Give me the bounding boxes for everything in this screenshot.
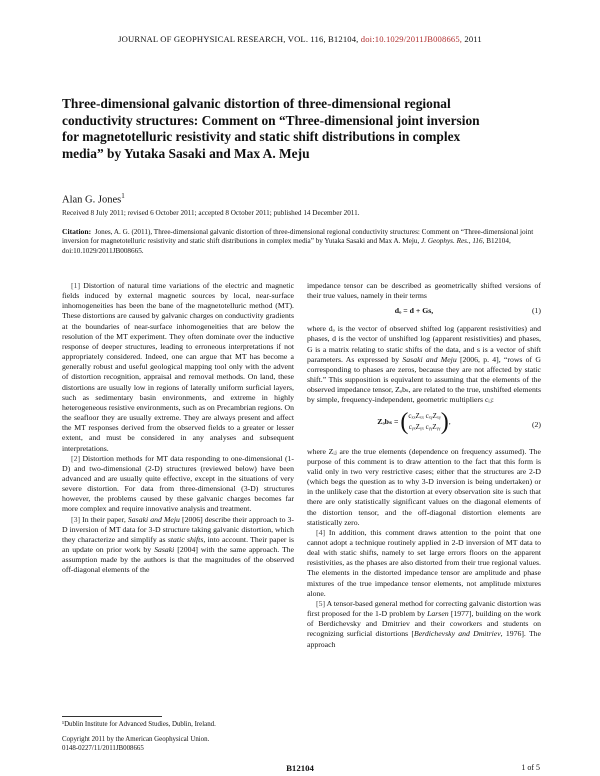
footnote-divider (62, 716, 162, 717)
citation-journal: J. Geophys. Res., 116, (421, 237, 485, 246)
matrix (408, 411, 440, 433)
reference-link[interactable]: Berdichevsky and Dmitriev (413, 629, 501, 639)
issn-line: 0148-0227/11/2011JB008665 (62, 744, 144, 752)
paragraph-number: [1] (71, 281, 81, 290)
citation-label: Citation: (62, 227, 92, 236)
reference-link[interactable]: Sasaki and Meju (127, 514, 180, 524)
paragraph-text: In their paper, (82, 514, 126, 524)
journal-name: JOURNAL OF GEOPHYSICAL RESEARCH, VOL. 116, B12104, (118, 34, 359, 44)
equation-number: (1) (531, 306, 541, 316)
citation-text: Jones, A. G. (2011), Three-dimensional galvanic distortion of three-dimensional regional conductivity structures: Comment on “Three-dimensional joint inversion for magnetotelluric resistivity and static shift distributions in complex media” by Yutaka Sasaki and Max A. Meju, (62, 228, 534, 246)
article-code: B12104 (286, 763, 314, 773)
matrix-right-paren: ) (440, 408, 449, 435)
paragraph-number: [5] (316, 598, 326, 608)
paragraph-text: A tensor-based general method for correcting galvanic distortion was first proposed for the 1-D problem by (307, 598, 541, 619)
emphasis: static shifts, (167, 534, 206, 544)
reference-link[interactable]: Larsen (427, 609, 449, 619)
citation-doi: B12104, doi:10.1029/2011JB008665. (62, 237, 511, 255)
equation-1 (307, 306, 541, 319)
paragraph-5 (307, 599, 541, 650)
paragraph-text: Distortion methods for MT data responding to one-dimensional (1-D) and two-dimensional (2-D) structures (reviewed below) have been advanced and are usually quite effective, except in the situations of very severe distortion. For data from three-dimensional (3-D) structures however, the problems caused by these galvanic charges becomes far more complex and require innovative analysis and treatment. (62, 453, 294, 514)
paragraph-text: into account. Their paper is an update on prior work by (62, 534, 295, 555)
paragraph-text: [2004] with the same approach. The assumption made by the authors is that the magnitudes of the observed off-diagonal elements of the (62, 545, 294, 575)
paragraph-text: [2006, p. 4], “rows of G corresponding to phases are zeros, because they are not affected by static shift.” This supposition is equivalent to assuming that the elements of the observed impedance tensor, Zₒbₛ, are related to the true, unshifted elements by simple, frequency-independent, geometric multipliers cᵢⱼ: (307, 354, 541, 405)
equation-lhs: Zₒbₛ = (377, 416, 399, 426)
article-dates: Received 8 July 2011; revised 6 October 2011; accepted 8 October 2011; published 14 December 2011. (62, 209, 360, 217)
copyright-block (62, 736, 209, 753)
paragraph-3-continued: impedance tensor can be described as geometrically shifted versions of their true values, namely in their terms (307, 281, 541, 301)
journal-header (0, 34, 600, 44)
reference-link[interactable]: Sasaki and Meju (402, 354, 457, 364)
left-column (62, 281, 294, 576)
citation-block (62, 227, 540, 256)
paragraph-text: [2006] describe their approach to 3-D inversion of MT data for 3-D structure taking galvanic distortion, which they characterize and simplify as (62, 514, 295, 544)
paragraph-3 (62, 515, 294, 576)
paragraph-number: [2] (71, 453, 81, 463)
right-column (307, 281, 541, 650)
equation-body: dₒ = d + Gs, (394, 306, 434, 316)
paragraph-text: where dₒ is the vector of observed shifted log (apparent resistivities) and phases, d is the vector of unshifted log (apparent resistivities) and phases, G is a matrix relating to static shifts of the data, and s is a vector of shift parameters. As expressed by (307, 324, 541, 364)
paragraph-number: [4] (316, 527, 326, 537)
reference-link[interactable]: Sasaki (154, 545, 175, 555)
paragraph-text: , 1976]. The approach (307, 629, 541, 649)
matrix-row: cᵧₓZᵧₓ cᵧᵧZᵧᵧ (408, 422, 441, 431)
page-number: 1 of 5 (521, 763, 540, 772)
paragraph-4 (307, 528, 541, 599)
author-line (62, 192, 125, 206)
matrix-row: cₓₓZₓₓ cₓᵧZₓᵧ (408, 411, 441, 420)
equation-body: Zₒbₛ = (cₓₓZₓₓ cₓᵧZₓᵧ cᵧₓZᵧₓ cᵧᵧZᵧᵧ), (377, 408, 451, 435)
paragraph-2 (62, 454, 294, 515)
author-name: Alan G. Jones (62, 194, 122, 206)
paragraph-3-after-eq2: where Zᵢⱼ are the true elements (dependence on frequency assumed). The purpose of this comment is to draw attention to the fact that this form is valid only in two very restrictive cases; either that the structures are 2-D (which begs the question as to why 3-D inversion is being undertaken) or in the unlikely case that the distortion at every observation site is such that there are only statistically significant values on the diagonal elements of the distortion tensor, and the off-diagonal distortion elements are statistically zero. (307, 446, 541, 527)
paragraph-1 (62, 281, 294, 454)
author-affiliation-mark: 1 (121, 192, 125, 200)
equation-2 (307, 409, 541, 443)
copyright-line: Copyright 2011 by the American Geophysical Union. (62, 736, 210, 743)
paragraph-text: In addition, this comment draws attention to the point that one cannot adopt a technique routinely applied in 2-D inversion of MT data to deal with static shifts, namely to set large errors floors on the apparent resistivities, as the phases are also distorted from their true regional values. The elements in the distorted impedance tensor are amplitude and phase mixtures of the true impedance tensor elements, not amplitude mixtures alone. (307, 527, 541, 598)
paragraph-text: [1977], building on the work of Berdichevsky and Dmitriev and their coworkers and students on recognizing surficial distortions [ (307, 609, 542, 639)
equation-number: (2) (531, 419, 541, 429)
journal-year: 2011 (464, 34, 482, 44)
affiliation-footnote: ¹Dublin Institute for Advanced Studies, Dublin, Ireland. (62, 721, 216, 728)
paragraph-number: [3] (71, 514, 81, 524)
paragraph-3-after-eq1 (307, 324, 541, 405)
matrix-left-paren: ( (400, 408, 409, 435)
paragraph-text: Distortion of natural time variations of the electric and magnetic fields induced by external magnetic sources by local, near-surface inhomogeneities has been the bane of the magnetotelluric method (MT). These distortions are caused by galvanic charges on conductivity gradients at the boundaries of near-surface inhomogeneities that are below the resolution of the MT experiment. They often dominate over the inductive response of deeper structures, leading to erroneous interpretations if not appropriately considered. Indeed, one can argue that MT has become a generally robust and useful geological mapping tool only with the advent of distortion recognition, appraisal and removal methods. On land, these distortions are usually low in regions of laterally uniform surficial layers, such as sedimentary basin environments, and extreme in highly heterogeneous resistive environments, such as on Precambrian regions. On the seafloor they are usually extreme. They are always present and affect the MT responses derived from the observed fields to a greater or lesser extent, and must be considered in any analyses and subsequent interpretations. (62, 281, 295, 453)
article-title: Three-dimensional galvanic distortion of three-dimensional regional conductivity structures: Comment on “Three-dimensional joint inversion for magnetotelluric resistivity and static shift distributions in complex media” by Yutaka Sasaki and Max A. Meju (62, 96, 480, 161)
doi-link[interactable]: doi:10.1029/2011JB008665, (360, 34, 463, 44)
